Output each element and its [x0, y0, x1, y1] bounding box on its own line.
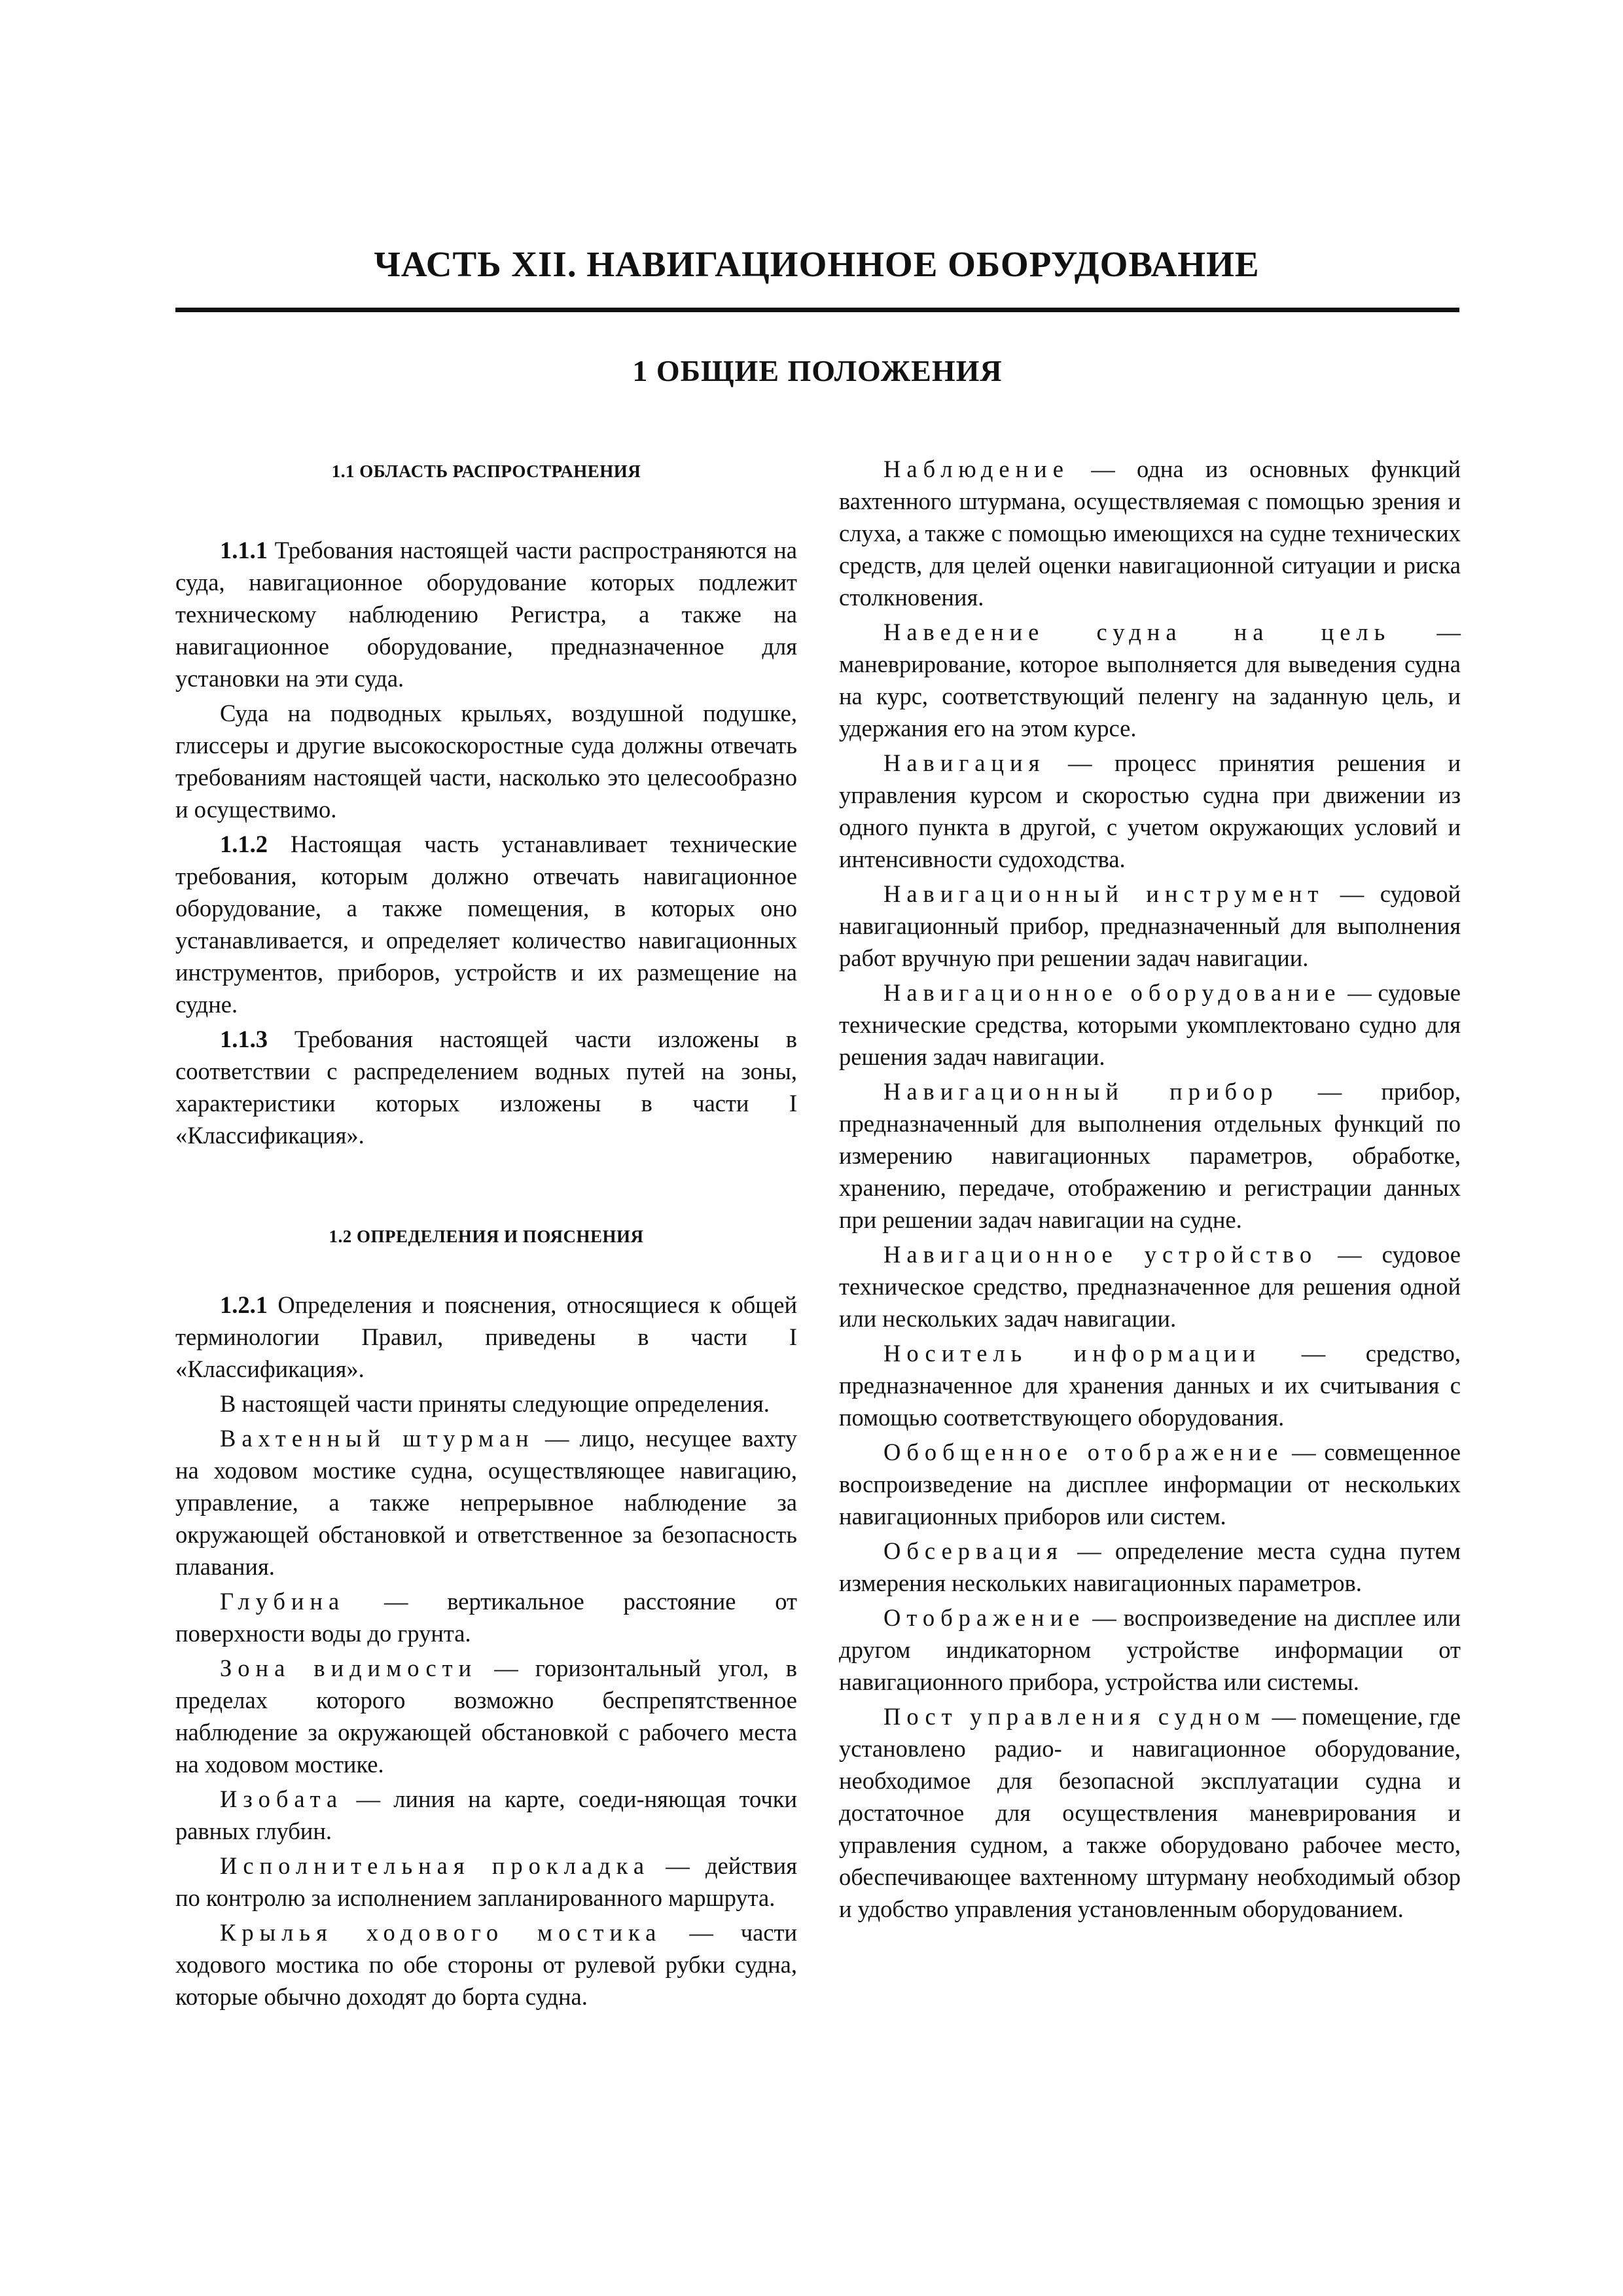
paragraph-text: Суда на подводных крыльях, воздушной подушке, глиссеры и другие высокоскоростные суда должны отвечать требованиям настоящей части, насколько это целесообразно и осуществимо.: [175, 700, 797, 823]
left-column: [175, 453, 797, 2015]
paragraph-text: Требования настоящей части изложены в соответствии с распределением водных путей на зоны, характеристики которых изложены в части I «Классификация».: [175, 1026, 797, 1149]
paragraph-hydrofoil: [175, 697, 797, 825]
definition-text: — прибор, предназначенный для выполнения отдельных функций по измерению навигационных параметров, обработке, хранению, передаче, отображению и регистрации данных при решении задач навигации на судне.: [839, 1078, 1461, 1233]
definition-term: Носитель информации: [883, 1340, 1262, 1367]
paragraph-text: В настоящей части приняты следующие определения.: [220, 1390, 770, 1417]
definition-term: Навигация: [883, 749, 1046, 776]
part-title: ЧАСТЬ XII. НАВИГАЦИОННОЕ ОБОРУДОВАНИЕ: [374, 244, 1260, 284]
definition-term: Обобщенное отображение: [883, 1439, 1284, 1465]
definition-text: — действия по контролю за исполнением запланированного маршрута.: [175, 1852, 798, 1911]
definition-item: [175, 1916, 797, 2013]
definition-text: — маневрирование, которое выполняется для выведения судна на курс, соответствующий пеленгу на заданную цель, и удержания его на этом курсе.: [839, 619, 1461, 742]
section-heading-1-1: 1.1 ОБЛАСТЬ РАСПРОСТРАНЕНИЯ: [331, 461, 641, 481]
definition-item: [839, 616, 1461, 744]
paragraph-number: 1.1.3: [220, 1026, 268, 1052]
definition-term: Наблюдение: [883, 456, 1069, 482]
paragraph-number: 1.2.1: [220, 1291, 268, 1318]
definition-item: [839, 1700, 1461, 1925]
definition-term: Навигационный прибор: [883, 1078, 1279, 1105]
chapter-title: 1 ОБЩИЕ ПОЛОЖЕНИЯ: [632, 354, 1003, 387]
definition-text: — помещение, где установлено радио- и навигационное оборудование, необходимое для безопасной эксплуатации судна и достаточное для осуществления маневрирования и управления судном, а также оборудовано рабочее место, обеспечивающее вахтенному штурману необходимый обзор и удобство управления установленным оборудованием.: [839, 1703, 1461, 1922]
definition-item: [839, 1436, 1461, 1532]
definition-text: — совмещенное воспроизведение на дисплее информации от нескольких навигационных приборов или систем.: [839, 1439, 1461, 1530]
definition-text: — судовой навигационный прибор, предназначенный для выполнения работ вручную при решении задач навигации.: [839, 880, 1461, 971]
definition-text: — процесс принятия решения и управления курсом и скоростью судна при движении из одного пункта в другой, с учетом окружающих условий и интенсивности судоходства.: [839, 749, 1461, 872]
definition-item: [839, 977, 1461, 1073]
definition-item: [839, 453, 1461, 613]
paragraph-text: Настоящая часть устанавливает технические требования, которым должно отвечать навигационное оборудование, а также помещения, в которых оно устанавливается, и определяет количество навигационных инструментов, приборов, устройств и их размещение на судне.: [175, 831, 798, 1018]
definition-term: Навигационное оборудование: [883, 979, 1342, 1006]
definition-term: Отображение: [883, 1604, 1086, 1631]
definition-item: [175, 1652, 797, 1780]
right-column: [839, 453, 1461, 1928]
definition-text: — судовое техническое средство, предназначенное для решения одной или нескольких задач навигации.: [839, 1241, 1461, 1332]
paragraph-1-1-3: [175, 1023, 797, 1151]
definition-term: Глубина: [220, 1588, 346, 1615]
definition-item: [175, 1783, 797, 1847]
definition-item: [839, 1535, 1461, 1599]
section-heading-1-2: 1.2 ОПРЕДЕЛЕНИЯ И ПОЯСНЕНИЯ: [329, 1227, 644, 1246]
paragraph-1-1-2: [175, 828, 797, 1020]
paragraph-1-1-1: [175, 534, 797, 694]
definition-text: — линия на карте, соеди-няющая точки равных глубин.: [175, 1785, 797, 1844]
definition-item: [175, 1585, 797, 1649]
definition-item: [839, 1075, 1461, 1236]
definition-item: [839, 1337, 1461, 1433]
paragraph-text: Требования настоящей части распространяются на суда, навигационное оборудование которых подлежит техническому наблюдению Регистра, а также на навигационное оборудование, предназначенное для установки на эти суда.: [175, 537, 798, 692]
definition-item: [839, 1602, 1461, 1698]
definition-term: Навигационное устройство: [883, 1241, 1318, 1268]
definition-term: Обсервация: [883, 1537, 1063, 1564]
paragraph-number: 1.1.2: [220, 831, 268, 857]
definition-text: — части ходового мостика по обе стороны от рулевой рубки судна, которые обычно доходят до борта судна.: [175, 1919, 797, 2010]
definition-item: [175, 1850, 797, 1914]
title-divider: [175, 308, 1459, 312]
definition-text: — горизонтальный угол, в пределах которого возможно беспрепятственное наблюдение за окружающей обстановкой с рабочего места на ходовом мостике.: [175, 1655, 797, 1778]
definition-term: Наведение судна на цель: [883, 619, 1391, 645]
definition-text: — лицо, несущее вахту на ходовом мостике судна, осуществляющее навигацию, управление, а также непрерывное наблюдение за окружающей обстановкой и ответственное за безопасность плавания.: [175, 1425, 797, 1580]
definition-text: — вертикальное расстояние от поверхности воды до грунта.: [175, 1588, 797, 1647]
definition-item: [839, 747, 1461, 875]
definition-term: Пост управления судном: [883, 1703, 1266, 1730]
definition-text: — средство, предназначенное для хранения данных и их считывания с помощью соответствующего оборудования.: [839, 1340, 1461, 1431]
definition-text: — воспроизведение на дисплее или другом индикаторном устройстве информации от навигационного прибора, устройства или системы.: [839, 1604, 1461, 1695]
definition-term: Навигационный инструмент: [883, 880, 1325, 907]
definition-term: Вахтенный штурман: [220, 1425, 535, 1452]
definition-text: — судовые технические средства, которыми укомплектовано судно для решения задач навигации.: [839, 979, 1461, 1070]
definition-term: Крылья ходового мостика: [220, 1919, 662, 1946]
paragraph-number: 1.1.1: [220, 537, 268, 564]
paragraph-definitions-intro: [175, 1388, 797, 1420]
definition-text: — определение места судна путем измерения нескольких навигационных параметров.: [839, 1537, 1461, 1596]
definition-term: Изобата: [220, 1785, 344, 1812]
paragraph-text: Определения и пояснения, относящиеся к общей терминологии Правил, приведены в части I «Классификация».: [175, 1291, 797, 1382]
definition-term: Исполнительная прокладка: [220, 1852, 651, 1879]
definition-item: [839, 878, 1461, 974]
definition-item: [839, 1238, 1461, 1335]
paragraph-1-2-1: [175, 1289, 797, 1385]
definition-text: — одна из основных функций вахтенного штурмана, осуществляемая с помощью зрения и слуха, а также с помощью имеющихся на судне технических средств, для целей оценки навигационной ситуации и риска столкновения.: [839, 456, 1461, 611]
definition-term: Зона видимости: [220, 1655, 478, 1681]
definition-item: [175, 1422, 797, 1583]
